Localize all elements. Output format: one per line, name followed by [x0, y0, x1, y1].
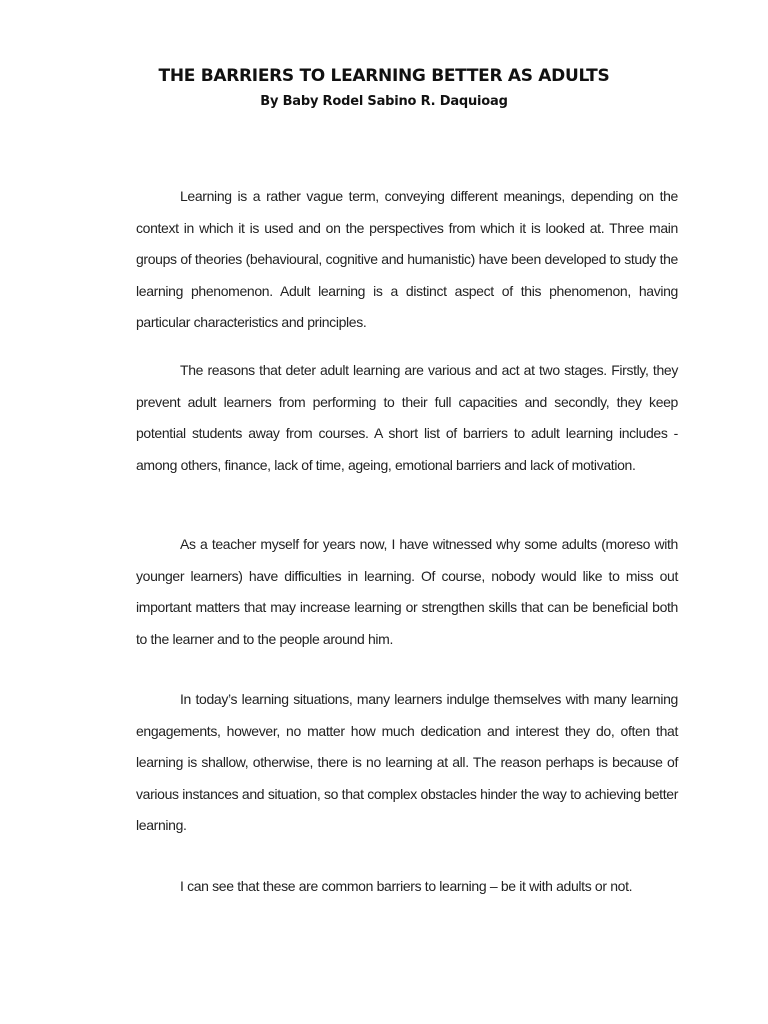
- paragraph-2: The reasons that deter adult learning are various and act at two stages. Firstly, they prevent adult learners from performing to their full capacities and secondly, they keep potential students away from courses. A short list of barriers to adult learning includes - among others, finance, lack of time, ageing, emotional barriers and lack of motivation.: [136, 362, 678, 473]
- paragraph-1: Learning is a rather vague term, conveying different meanings, depending on the context in which it is used and on the perspectives from which it is looked at. Three main groups of theories (behavioural, cognitive and humanistic) have been developed to study the learning phenomenon. Adult learning is a distinct aspect of this phenomenon, having particular characteristics and principles.: [136, 188, 678, 330]
- document-title: THE BARRIERS TO LEARNING BETTER AS ADULTS: [158, 66, 610, 86]
- paragraph-3: As a teacher myself for years now, I have witnessed why some adults (moreso with younger learners) have difficulties in learning. Of course, nobody would like to miss out important matters that may increase learning or strengthen skills that can be beneficial both to the learner and to the people around him.: [136, 536, 678, 647]
- paragraph-4: In today’s learning situations, many learners indulge themselves with many learning engagements, however, no matter how much dedication and interest they do, often that learning is shallow, otherwise, there is no learning at all. The reason perhaps is because of various instances and situation, so that complex obstacles hinder the way to achieving better learning.: [136, 691, 678, 833]
- author-byline: By Baby Rodel Sabino R. Daquioag: [260, 94, 508, 109]
- paragraph-5: I can see that these are common barriers to learning – be it with adults or not.: [180, 878, 633, 894]
